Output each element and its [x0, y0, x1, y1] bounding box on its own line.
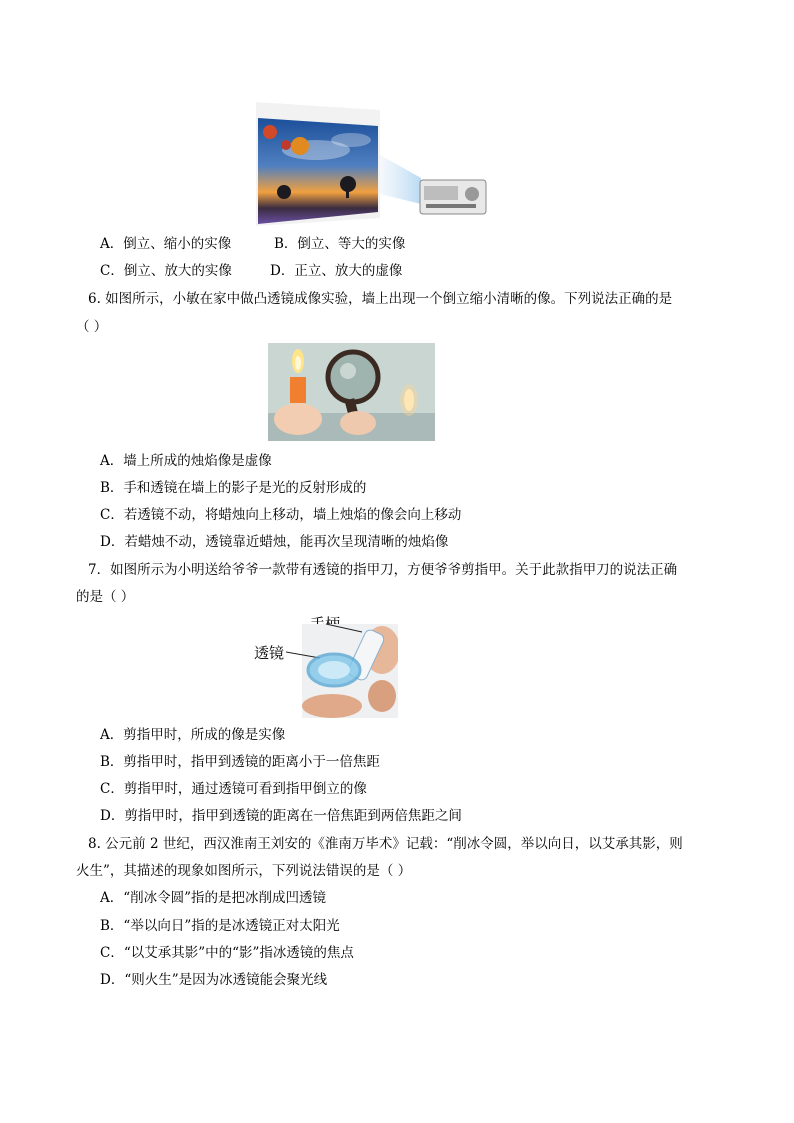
candle-lens-figure — [268, 343, 435, 441]
q7-option-a: A．剪指甲时，所成的像是实像 — [100, 727, 286, 743]
q6-stem-line1: 6. 如图所示，小敏在家中做凸透镜成像实验，墙上出现一个倒立缩小清晰的像。下列说法正确的是 — [88, 291, 673, 307]
figure-label-lens: 透镜 — [254, 644, 285, 662]
q8-option-d: D．“则火生”是因为冰透镜能会聚光线 — [100, 972, 328, 988]
q8-option-b: B．“举以向日”指的是冰透镜正对太阳光 — [100, 918, 340, 934]
q6-option-a: A．墙上所成的烛焰像是虚像 — [100, 453, 272, 469]
q5-option-d: D．正立、放大的虚像 — [270, 263, 403, 279]
q8-stem-line2: 火生”，其描述的现象如图所示，下列说法错误的是（ ） — [76, 863, 412, 879]
q5-option-a: A．倒立、缩小的实像 — [100, 236, 232, 252]
q6-option-c: C．若透镜不动，将蜡烛向上移动，墙上烛焰的像会向上移动 — [100, 507, 462, 523]
projector-figure — [256, 100, 488, 226]
q5-option-b: B．倒立、等大的实像 — [274, 236, 406, 252]
q5-option-c: C．倒立、放大的实像 — [100, 263, 232, 279]
q7-option-d: D．剪指甲时，指甲到透镜的距离在一倍焦距到两倍焦距之间 — [100, 808, 462, 824]
q6-stem-line2: （ ） — [76, 319, 108, 335]
nail-clipper-figure — [286, 620, 398, 718]
q7-stem-line1: 7．如图所示为小明送给爷爷一款带有透镜的指甲刀，方便爷爷剪指甲。关于此款指甲刀的说法正确 — [88, 562, 678, 578]
q6-option-b: B．手和透镜在墙上的影子是光的反射形成的 — [100, 480, 367, 496]
q7-stem-line2: 的是（ ） — [76, 589, 135, 605]
q7-option-c: C．剪指甲时，通过透镜可看到指甲倒立的像 — [100, 781, 367, 797]
q7-option-b: B．剪指甲时，指甲到透镜的距离小于一倍焦距 — [100, 754, 380, 770]
q8-option-c: C．“以艾承其影”中的“影”指冰透镜的焦点 — [100, 945, 354, 961]
q6-option-d: D．若蜡烛不动，透镜靠近蜡烛，能再次呈现清晰的烛焰像 — [100, 534, 449, 550]
q8-option-a: A．“削冰令圆”指的是把冰削成凹透镜 — [100, 890, 327, 906]
q8-stem-line1: 8. 公元前 2 世纪，西汉淮南王刘安的《淮南万毕术》记载：“削冰令圆，举以向日，以艾承其影，则 — [88, 836, 683, 852]
